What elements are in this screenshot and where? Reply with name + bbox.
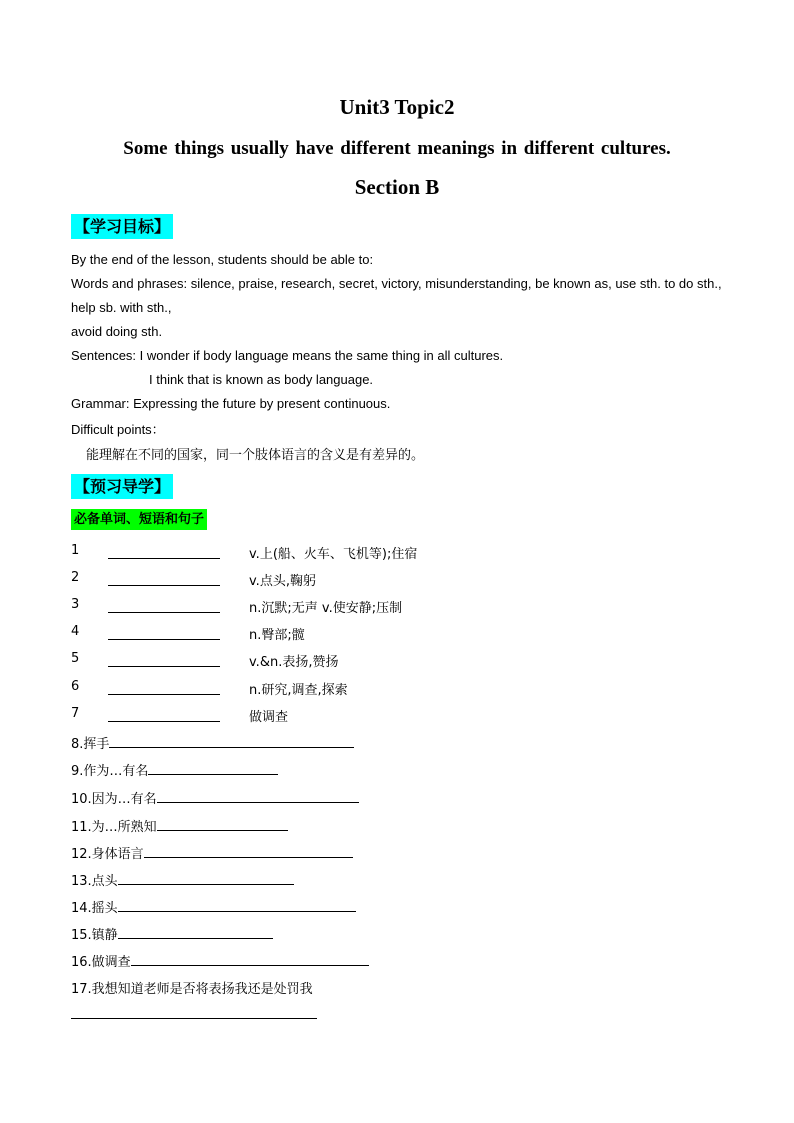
answer-blank[interactable] — [109, 734, 354, 748]
phrase-prompt: 14.摇头 — [71, 901, 118, 916]
vocab-meaning: n.臀部;髋 — [249, 628, 305, 643]
difficult-points-label: Difficult points： — [71, 422, 165, 437]
answer-blank[interactable] — [108, 639, 220, 640]
answer-blank[interactable] — [108, 694, 220, 695]
phrase-row — [71, 816, 288, 836]
phrase-prompt: 16.做调查 — [71, 955, 131, 970]
phrase-row — [71, 843, 353, 863]
answer-blank[interactable] — [118, 898, 356, 912]
vocab-number: 4 — [71, 624, 80, 639]
words-phrases-line-1: Words and phrases: silence, praise, research, secret, victory, misunderstanding, be known as, use sth. to do sth., — [71, 276, 722, 291]
vocab-number: 7 — [71, 706, 80, 721]
answer-blank[interactable] — [71, 1018, 317, 1019]
vocab-meaning: 做调查 — [249, 710, 289, 725]
phrase-prompt: 8.挥手 — [71, 737, 110, 752]
words-phrases-line-3: avoid doing sth. — [71, 324, 163, 339]
answer-blank[interactable] — [108, 585, 220, 586]
answer-blank[interactable] — [108, 612, 220, 613]
phrase-prompt: 15.镇静 — [71, 928, 118, 943]
sentences-line-2: I think that is known as body language. — [149, 372, 374, 387]
preview-guide-heading: 【预习导学】 — [71, 474, 173, 499]
phrase-row — [71, 733, 354, 753]
answer-blank[interactable] — [131, 952, 369, 966]
essential-words-subheading: 必备单词、短语和句子 — [71, 509, 207, 530]
vocab-meaning: n.沉默;无声 v.使安静;压制 — [249, 601, 403, 616]
answer-blank[interactable] — [108, 721, 220, 722]
answer-blank[interactable] — [157, 789, 359, 803]
topic-subtitle: Some things usually have different meanings in different cultures. — [123, 138, 671, 159]
learning-goals-heading: 【学习目标】 — [71, 214, 173, 239]
phrase-row — [71, 924, 273, 944]
phrase-row — [71, 870, 294, 890]
vocab-number: 2 — [71, 570, 80, 585]
section-title: Section B — [354, 175, 440, 199]
sentences-line-1: Sentences: I wonder if body language means the same thing in all cultures. — [71, 348, 504, 363]
phrase-prompt: 12.身体语言 — [71, 847, 144, 862]
unit-title: Unit3 Topic2 — [339, 95, 455, 119]
answer-blank[interactable] — [108, 666, 220, 667]
vocab-meaning: v.&n.表扬,赞扬 — [249, 655, 339, 670]
phrase-prompt: 17.我想知道老师是否将表扬我还是处罚我 — [71, 982, 313, 997]
phrase-row — [71, 897, 356, 917]
answer-blank[interactable] — [118, 925, 273, 939]
phrase-row — [71, 951, 369, 971]
vocab-meaning: n.研究,调查,探索 — [249, 683, 348, 698]
phrase-row — [71, 760, 278, 780]
phrase-prompt: 11.为…所熟知 — [71, 820, 157, 835]
vocab-meaning: v.点头,鞠躬 — [249, 574, 316, 589]
vocab-meaning: v.上(船、火车、飞机等);住宿 — [249, 547, 418, 562]
answer-blank[interactable] — [157, 817, 288, 831]
grammar-line: Grammar: Expressing the future by present continuous. — [71, 396, 391, 411]
phrase-row — [71, 978, 313, 998]
phrase-row — [71, 788, 359, 808]
vocab-number: 5 — [71, 651, 80, 666]
difficult-points-text: 能理解在不同的国家，同一个肢体语言的含义是有差异的。 — [86, 448, 425, 463]
answer-blank[interactable] — [148, 761, 278, 775]
vocab-number: 6 — [71, 679, 80, 694]
goals-intro: By the end of the lesson, students should be able to: — [71, 252, 374, 267]
phrase-prompt: 9.作为…有名 — [71, 764, 149, 779]
vocab-number: 1 — [71, 543, 80, 558]
answer-blank[interactable] — [144, 844, 353, 858]
answer-blank[interactable] — [108, 558, 220, 559]
words-phrases-line-2: help sb. with sth., — [71, 300, 172, 315]
vocab-number: 3 — [71, 597, 80, 612]
answer-blank[interactable] — [118, 871, 294, 885]
phrase-prompt: 10.因为…有名 — [71, 792, 157, 807]
phrase-prompt: 13.点头 — [71, 874, 118, 889]
